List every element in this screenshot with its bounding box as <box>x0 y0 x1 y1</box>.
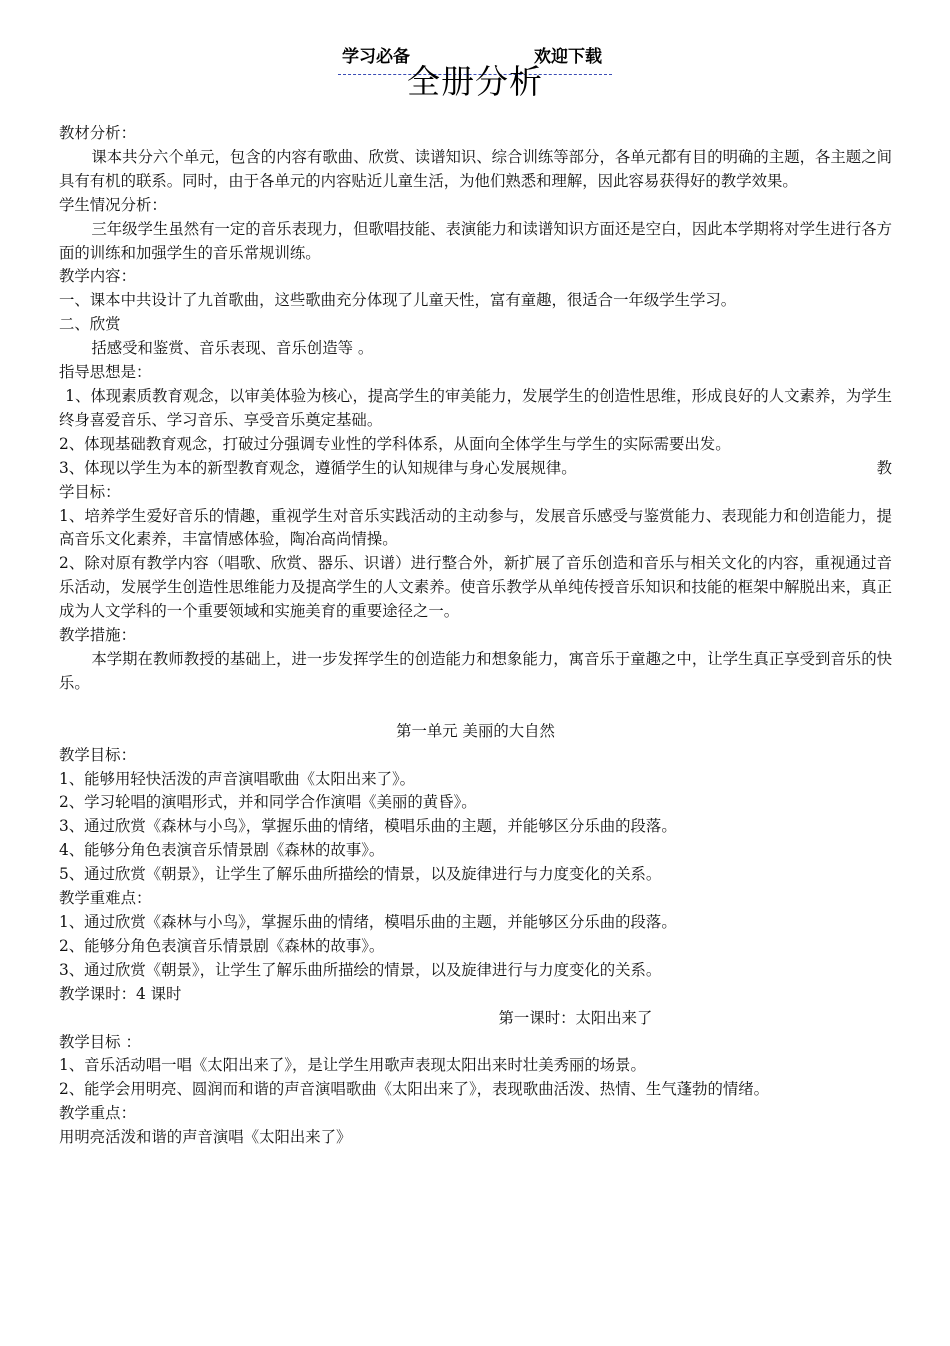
unit-goal-item: 1、能够用轻快活泼的声音演唱歌曲《太阳出来了》。 <box>59 769 416 788</box>
guiding-item-2: 2、体现基础教育观念，打破过分强调专业性的学科体系，从面向全体学生与学生的实际需要出发。 <box>59 434 731 453</box>
lesson-goal-item: 1、音乐活动唱一唱《太阳出来了》，是让学生用歌声表现太阳出来时壮美秀丽的场景。 <box>59 1056 646 1075</box>
unit-goal-item: 3、通过欣赏《森林与小鸟》，掌握乐曲的情绪，模唱乐曲的主题，并能够区分乐曲的段落。 <box>59 817 677 836</box>
unit-key-heading: 教学重难点： <box>59 889 152 908</box>
unit-goal-item: 5、通过欣赏《朝景》，让学生了解乐曲所描绘的情景，以及旋律进行与力度变化的关系。 <box>59 865 662 884</box>
section-heading-textbook: 教材分析： <box>59 124 136 142</box>
unit-key-item: 3、通过欣赏《朝景》，让学生了解乐曲所描绘的情景，以及旋律进行与力度变化的关系。 <box>59 960 662 979</box>
unit-key-item: 1、通过欣赏《森林与小鸟》，掌握乐曲的情绪，模唱乐曲的主题，并能够区分乐曲的段落。 <box>59 913 677 931</box>
lesson-key-text: 用明亮活泼和谐的声音演唱《太阳出来了》 <box>59 1128 352 1147</box>
guiding-item-3 <box>59 457 892 481</box>
section-heading-goals: 学目标： <box>59 482 121 501</box>
textbook-analysis-paragraph: 课本共分六个单元，包含的内容有歌曲、欣赏、读谱知识、综合训练等部分，各单元都有目的明确的主题，各主题之间具有有机的联系。同时，由于各单元的内容贴近儿童生活，为他们熟悉和理解，因此容易获得好的教学效果。 <box>59 147 892 190</box>
lesson-key-heading: 教学重点： <box>59 1104 136 1123</box>
goal-item-1: 1、培养学生爱好音乐的情趣，重视学生对音乐实践活动的主动参与，发展音乐感受与鉴赏能力、表现能力和创造能力，提高音乐文化素养，丰富情感体验，陶冶高尚情操。 <box>59 506 892 549</box>
lesson-goals-heading: 教学目标 ： <box>59 1032 141 1051</box>
measures-paragraph: 本学期在教师教授的基础上，进一步发挥学生的创造能力和想象能力，寓音乐于童趣之中，让学生真正享受到音乐的快乐。 <box>59 649 892 692</box>
guiding-item-3-text: 3、体现以学生为本的新型教育观念，遵循学生的认知规律与身心发展规律。 <box>59 458 577 477</box>
header-right-text: 欢迎下载 <box>534 47 602 67</box>
section-heading-students: 学生情况分析： <box>59 195 167 214</box>
section-heading-content: 教学内容： <box>59 267 136 286</box>
lesson-goal-item: 2、能学会用明亮、圆润而和谐的声音演唱歌曲《太阳出来了》，表现歌曲活泼、热情、生气蓬勃的情绪。 <box>59 1080 770 1099</box>
lesson-title: 第一课时：太阳出来了 <box>498 1008 653 1027</box>
goal-item-2: 2、除对原有教学内容（唱歌、欣赏、器乐、识谱）进行整合外，新扩展了音乐创造和音乐与相关文化的内容，重视通过音乐活动，发展学生创造性思维能力及提高学生的人文素养。使音乐教学从单纯传授音乐知识和技能的框架中解脱出来，真正成为人文学科的一个重要领域和实施美育的重要途径之一。 <box>59 554 892 621</box>
content-appreciation-body: 括感受和鉴赏、音乐表现、音乐创造等 。 <box>91 339 374 358</box>
document-title: 全册分析 <box>407 62 543 101</box>
unit-goal-item: 4、能够分角色表演音乐情景剧《森林的故事》。 <box>59 841 385 860</box>
unit-goals-heading: 教学目标： <box>59 745 136 764</box>
content-item-appreciation: 二、欣赏 <box>59 315 121 334</box>
unit-goal-item: 2、学习轮唱的演唱形式，并和同学合作演唱《美丽的黄昏》。 <box>59 793 477 812</box>
section-spacer <box>59 696 892 720</box>
content-item-songs: 一、课本中共设计了九首歌曲，这些歌曲充分体现了儿童天性，富有童趣，很适合一年级学生学习。 <box>59 291 737 310</box>
guiding-item-1: 1、体现素质教育观念，以审美体验为核心，提高学生的审美能力，发展学生的创造性思维，形成良好的人文素养，为学生终身喜爱音乐、学习音乐、享受音乐奠定基础。 <box>59 386 892 429</box>
unit-title: 第一单元 美丽的大自然 <box>396 721 555 740</box>
student-analysis-paragraph: 三年级学生虽然有一定的音乐表现力，但歌唱技能、表演能力和读谱知识方面还是空白，因此本学期将对学生进行各方面的训练和加强学生的音乐常规训练。 <box>59 219 892 262</box>
unit-key-item: 2、能够分角色表演音乐情景剧《森林的故事》。 <box>59 936 385 955</box>
header-left-text: 学习必备 <box>342 47 410 67</box>
guiding-item-3-tail: 教 <box>876 458 892 477</box>
unit-hours: 教学课时：4 课时 <box>59 984 182 1003</box>
document-body <box>59 122 892 1150</box>
section-heading-guiding: 指导思想是： <box>59 363 152 382</box>
section-heading-measures: 教学措施： <box>59 626 136 645</box>
